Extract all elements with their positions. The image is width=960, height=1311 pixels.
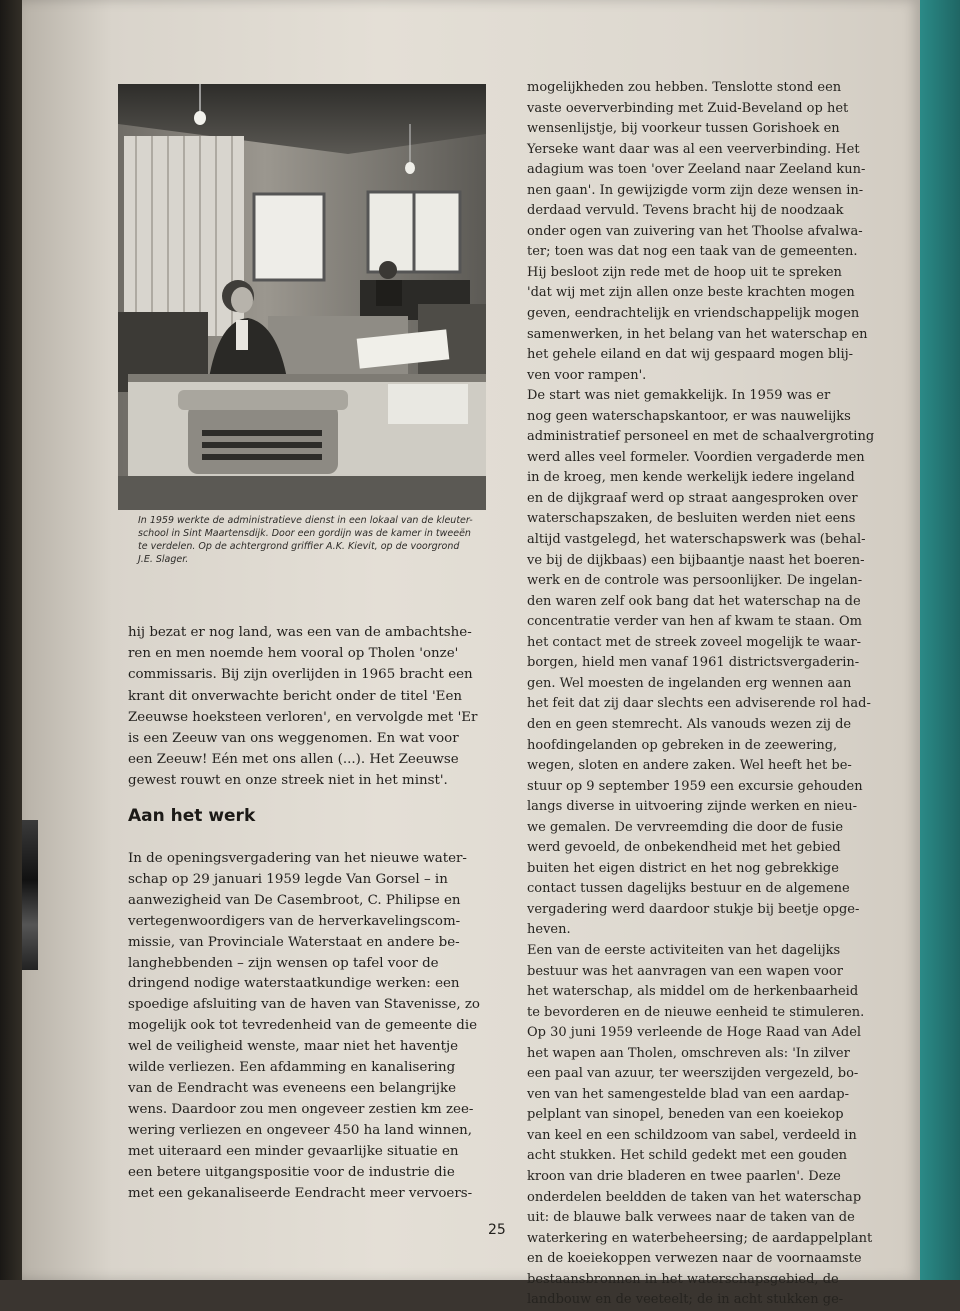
text-line: het waterschap, als middel om de herkenbaarheid [527,984,859,1000]
text-line: mogelijkheden zou hebben. Tenslotte stond een [527,80,842,95]
section-heading: Aan het werk [128,806,256,826]
text-line: gewest rouwt en onze streek niet in het minst'. [128,773,448,789]
text-line: en de koeiekoppen verwezen naar de voornaamste [527,1251,862,1267]
text-line: te bevorderen en de nieuwe eenheid te stimuleren. [527,1004,865,1020]
text-line: Yerseke want daar was al een veerverbinding. Het [527,141,860,157]
text-line: langs diverse in uitvoering zijnde werken en nieu- [527,799,857,815]
photo-caption [138,514,488,566]
text-line: hij bezat er nog land, was een van de ambachtshe- [128,625,472,640]
text-line: krant dit onverwachte bericht onder de titel 'Een [128,688,463,704]
text-line: nen gaan'. In gewijzigde vorm zijn deze wensen in- [527,182,864,198]
office-photo [118,84,486,510]
text-line: commissaris. Bij zijn overlijden in 1965 bracht een [128,667,473,683]
text-line: borgen, hield men vanaf 1961 districtsvergaderin- [527,655,860,671]
right-column-text [527,78,887,1311]
text-line: wensenlijstje, bij voorkeur tussen Gorishoek en [527,121,840,137]
text-line: langhebbenden – zijn wensen op tafel voor de [128,955,439,971]
text-line: vertegenwoordigers van de herverkavelingscom- [128,913,461,929]
text-line: vergadering werd daardoor stukje bij beetje opge- [527,901,860,917]
text-line: werk en de controle was persoonlijker. De ingelan- [527,573,863,589]
text-line: onderdelen beeldden de taken van het waterschap [527,1189,862,1205]
text-line: wel de veiligheid wenste, maar niet het haventje [128,1039,459,1055]
text-line: schap op 29 januari 1959 legde Van Gorsel – in [128,871,448,887]
text-line: een Zeeuw! Eén met ons allen (...). Het Zeeuwse [128,752,459,768]
text-line: bestuur was het aanvragen van een wapen voor [527,963,843,979]
text-line: De start was niet gemakkelijk. In 1959 was er [527,388,831,404]
left-column-bottom-text [128,849,484,1204]
text-line: ven voor rampen'. [527,367,647,383]
text-line: bestaansbronnen in het waterschapsgebied, de [527,1271,839,1287]
text-line: vaste oeververbinding met Zuid-Beveland op het [527,100,849,116]
text-line: nog geen waterschapskantoor, er was nauwelijks [527,408,851,424]
text-line: Zeeuwse hoeksteen verloren', en vervolgde met 'Er [128,709,478,725]
text-line: ven van het samengestelde blad van een aardap- [527,1086,849,1102]
text-line: den waren zelf ook bang dat het waterschap na de [527,593,861,609]
text-line: administratief personeel en met de schaalvergroting [527,429,875,445]
text-line: adagium was toen 'over Zeeland naar Zeeland kun- [527,162,866,178]
text-line: contact tussen dagelijks bestuur en de algemene [527,881,850,897]
text-line: dringend nodige waterstaatkundige werken: een [128,976,460,992]
text-line: wering verliezen en ongeveer 450 ha land winnen, [128,1122,473,1138]
text-line: Op 30 juni 1959 verleende de Hoge Raad van Adel [527,1025,862,1041]
text-line: het wapen aan Tholen, omschreven als: 'In zilver [527,1045,850,1061]
text-line: pelplant van sinopel, beneden van een koeiekop [527,1107,844,1123]
text-line: wens. Daardoor zou men ongeveer zestien km zee- [128,1101,474,1117]
text-line: samenwerken, in het belang van het waterschap en [527,326,868,342]
text-line: met een gekanaliseerde Eendracht meer vervoers- [128,1185,473,1201]
caption-line: school in Sint Maartensdijk. Door een gordijn was de kamer in tweeën [138,528,471,539]
text-line: ve bij de dijkbaas) een bijbaantje naast het boeren- [527,552,865,568]
text-line: wilde verliezen. Een afdamming en kanalisering [128,1060,456,1076]
text-line: ren en men noemde hem vooral op Tholen 'onze' [128,646,459,662]
text-line: wegen, sloten en andere zaken. Wel heeft het be- [527,758,852,774]
text-line: altijd vastgelegd, het waterschapswerk was (behal- [527,532,866,548]
text-line: derdaad vervuld. Tevens bracht hij de noodzaak [527,203,844,219]
text-line: missie, van Provinciale Waterstaat en andere be- [128,934,460,950]
text-line: waterschapszaken, de besluiten werden niet eens [527,511,856,527]
text-line: gen. Wel moesten de ingelanden erg wennen aan [527,675,852,691]
text-line: van keel en een schildzoom van sabel, verdeeld in [527,1127,857,1143]
text-line: is een Zeeuw van ons weggenomen. En wat voor [128,731,459,747]
adjacent-page-photo-strip [22,820,38,970]
text-line: acht stukken. Het schild gedekt met een gouden [527,1148,848,1164]
text-line: aanwezigheid van De Casembroot, C. Philipse en [128,892,461,908]
text-line: ter; toen was dat nog een taak van de gemeenten. [527,244,858,260]
text-line: we gemalen. De vervreemding die door de fusie [527,819,844,835]
text-line: 'dat wij met zijn allen onze beste krachten mogen [527,285,855,301]
left-column-top-text [128,622,484,792]
caption-line: te verdelen. Op de achtergrond griffier A.K. Kievit, op de voorgrond [138,541,460,552]
text-line: werd gevoeld, de onbekendheid met het gebied [527,840,841,856]
text-line: en de dijkgraaf werd op straat aangesproken over [527,490,858,506]
text-line: het feit dat zij daar slechts een adviserende rol had- [527,696,871,712]
text-line: heven. [527,922,571,938]
text-line: buiten het eigen district en het nog gebrekkige [527,860,839,876]
text-line: spoedige afsluiting van de haven van Stavenisse, zo [128,997,480,1013]
text-line: den en geen stemrecht. Als vanouds wezen zij de [527,716,852,732]
text-line: in de kroeg, men kende werkelijk iedere ingeland [527,470,855,486]
text-line: geven, eendrachtelijk en vriendschappelijk mogen [527,306,860,322]
text-line: onder ogen van zuivering van het Thoolse afvalwa- [527,223,863,239]
text-line: landbouw en de veeteelt; de in acht stukken ge- [527,1292,844,1308]
text-line: In de openingsvergadering van het nieuwe water- [128,851,467,866]
page-number: 25 [488,1222,506,1238]
text-line: Een van de eerste activiteiten van het dagelijks [527,942,841,958]
text-line: het contact met de streek zoveel mogelijk te waar- [527,634,862,650]
text-line: het gehele eiland en dat wij gespaard mogen blij- [527,347,854,363]
text-line: kroon van drie bladeren en twee paarlen'. Deze [527,1168,841,1184]
text-line: een betere uitgangspositie voor de industrie die [128,1164,455,1180]
text-line: uit: de blauwe balk verwees naar de taken van de [527,1210,855,1226]
text-line: stuur op 9 september 1959 een excursie gehouden [527,778,863,794]
text-line: met uiteraard een minder gevaarlijke situatie en [128,1143,459,1159]
caption-line: In 1959 werkte de administratieve dienst in een lokaal van de kleuter- [138,515,473,526]
text-line: concentratie verder van hen af kwam te staan. Om [527,614,862,630]
text-line: werd alles veel formeler. Voordien vergaderde men [527,449,865,465]
text-line: Hij besloot zijn rede met de hoop uit te spreken [527,264,842,280]
text-line: een paal van azuur, ter weerszijden vergezeld, bo- [527,1066,859,1082]
text-line: hoofdingelanden op gebreken in de zeewering, [527,737,838,753]
text-line: waterkering en waterbeheersing; de aardappelplant [527,1230,873,1246]
book-page [22,0,920,1308]
text-line: mogelijk ook tot tevredenheid van de gemeente die [128,1018,478,1034]
caption-line: J.E. Slager. [138,554,189,565]
text-line: van de Eendracht was eveneens een belangrijke [128,1080,456,1096]
